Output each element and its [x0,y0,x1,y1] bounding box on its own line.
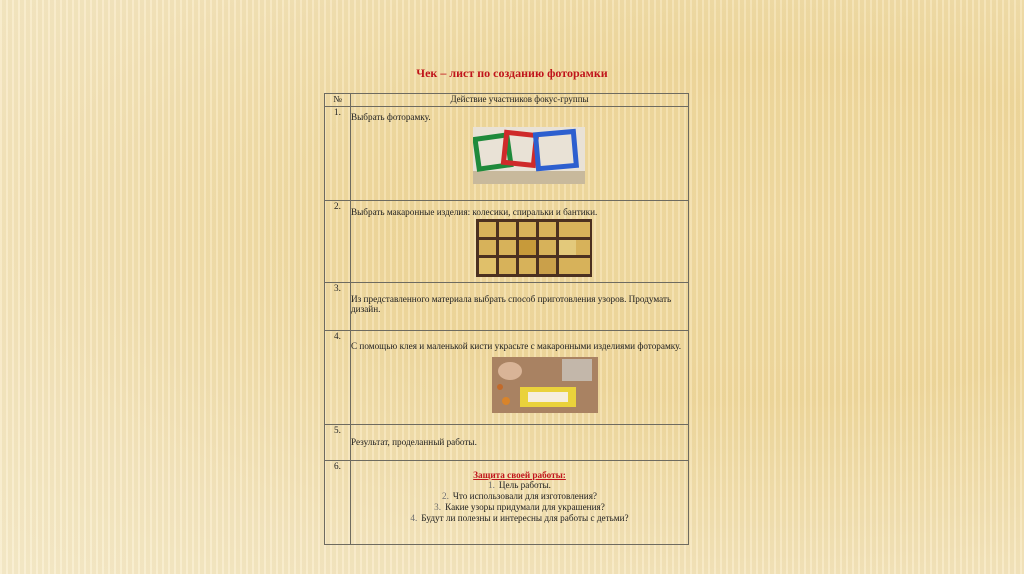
list-item: 3. Какие узоры придумали для украшения? [434,502,605,512]
list-item: 1. Цель работы. [488,480,551,490]
row-action [351,425,689,461]
row-number: 5. [325,425,351,461]
decorating-frame-image [492,357,598,413]
checklist-table [324,93,689,545]
defense-title: Защита своей работы: [473,470,566,480]
table-row [325,425,689,461]
header-action: Действие участников фокус-группы [351,94,689,107]
document-title: Чек – лист по созданию фоторамки [416,66,608,80]
photo-frames-image [473,127,585,184]
row-text: Результат, проделанный работы. [351,437,477,447]
pasta-tray-image [476,219,592,277]
row-number: 6. [325,461,351,545]
list-item: 2. Что использовали для изготовления? [442,491,597,501]
row-number: 1. [325,107,351,201]
row-text: С помощью клея и маленькой кисти украсьте с макаронными изделиями фоторамку. [351,341,682,351]
row-action [351,201,689,283]
table-header-row [325,94,689,107]
table-row [325,461,689,545]
row-text: Выбрать макаронные изделия: колесики, спиральки и бантики. [351,207,598,217]
row-action [351,283,689,331]
row-action [351,331,689,425]
header-num: № [325,94,351,107]
table-row [325,107,689,201]
row-number: 3. [325,283,351,331]
row-text: Из представленного материала выбрать способ приготовления узоров. Продумать дизайн. [351,294,672,314]
row-number: 2. [325,201,351,283]
table-row [325,201,689,283]
row-text: Выбрать фоторамку. [351,112,431,122]
list-item: 4. Будут ли полезны и интересны для работы с детьми? [410,513,629,523]
defense-questions [351,480,688,524]
row-number: 4. [325,331,351,425]
row-action [351,461,689,545]
row-action [351,107,689,201]
table-row [325,283,689,331]
table-row [325,331,689,425]
